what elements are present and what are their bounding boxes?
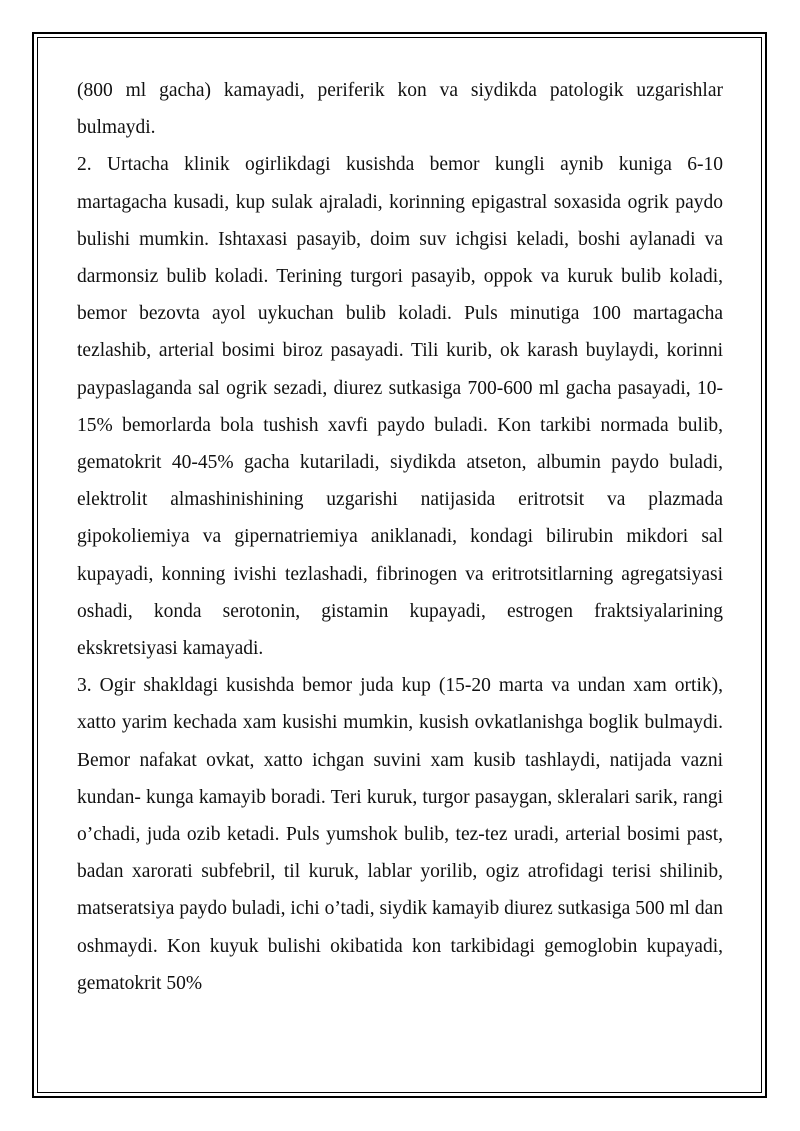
paragraph-moderate-vomiting: 2. Urtacha klinik ogirlikdagi kusishda bemor kungli aynib kuniga 6-10 martagacha kusadi, kup sulak ajraladi, korinning epigastral soxasida ogrik paydo bulishi mumkin. Ishtaxasi pasayib, doim suv ichgisi keladi, boshi aylanadi va darmonsiz bulib koladi. Terining turgori pasayib, oppok va kuruk bulib koladi, bemor bezovta ayol uykuchan bulib koladi. Puls minutiga 100 martagacha tezlashib, arterial bosimi biroz pasayadi. Tili kurib, ok karash buylaydi, korinni paypaslaganda sal ogrik sezadi, diurez sutkasiga 700-600 ml gacha pasayadi, 10-15% bemorlarda bola tushish xavfi paydo buladi. Kon tarkibi normada bulib, gematokrit 40-45% gacha kutariladi, siydikda atseton, albumin paydo buladi, elektrolit almashinishining uzgarishi natijasida eritrotsit va plazmada gipokoliemiya va gipernatriemiya aniklanadi, kondagi bilirubin mikdori sal kupayadi, konning ivishi tezlashadi, fibrinogen va eritrotsitlarning agregatsiyasi oshadi, konda serotonin, gistamin kupayadi, estrogen fraktsiyalarining ekskretsiyasi kamayadi.: [77, 154, 723, 660]
document-body: [77, 72, 723, 1002]
paragraph-severe-vomiting: 3. Ogir shakldagi kusishda bemor juda kup (15-20 marta va undan xam ortik), xatto yarim kechada xam kusishi mumkin, kusish ovkatlanishga boglik bulmaydi. Bemor nafakat ovkat, xatto ichgan suvini xam kusib tashlaydi, natijada vazni kundan- kunga kamayib boradi. Teri kuruk, turgor pasaygan, skleralari sarik, rangi o’chadi, juda ozib ketadi. Puls yumshok bulib, tez-tez uradi, arterial bosimi past, badan xarorati subfebril, til kuruk, lablar yorilib, ogiz atrofidagi terisi shilinib, matseratsiya paydo buladi, ichi o’tadi, siydik kamayib diurez sutkasiga 500 ml dan oshmaydi. Kon kuyuk bulishi okibatida kon tarkibidagi gemoglobin kupayadi, gematokrit 50%: [77, 675, 723, 994]
paragraph-continuation: (800 ml gacha) kamayadi, periferik kon va siydikda patologik uzgarishlar bulmaydi.: [77, 80, 723, 139]
